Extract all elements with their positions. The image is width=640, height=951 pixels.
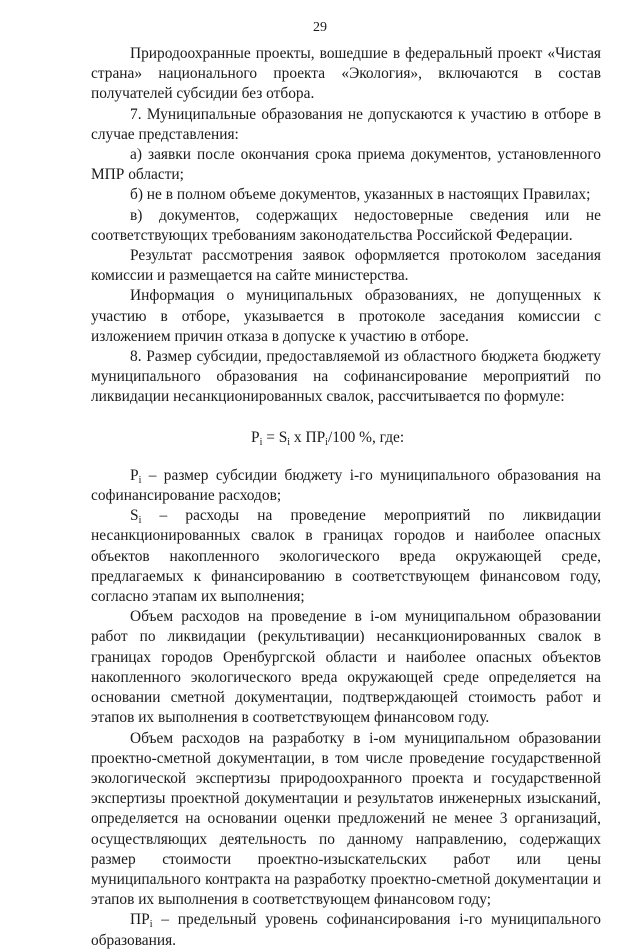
- definition-s: $S_i$ – расходы на проведение мероприятий по ликвидации несанкционированных свалок в границах городов и наиболее опасных объектов накопленного экологического вреда окружающей среде, предлагаемых к финансированию в соответствующем финансовом году, согласно этапам их выполнения;: [91, 507, 601, 606]
- paragraph-rejection-info: Информация о муниципальных образованиях, не допущенных к участию в отборе, указывается в протоколе заседания комиссии с изложением причин отказа в допуске к участию в отборе.: [91, 287, 601, 345]
- paragraph-review-result: Результат рассмотрения заявок оформляется протоколом заседания комиссии и размещается на сайте министерства.: [91, 247, 601, 285]
- page-number: 29: [313, 20, 327, 35]
- document-body: [91, 44, 601, 951]
- paragraph-item-7a: а) заявки после окончания срока приема документов, установленного МПР области;: [91, 146, 601, 184]
- paragraph-item-8: 8. Размер субсидии, предоставляемой из областного бюджета бюджету муниципального образования на софинансирование мероприятий по ликвидации несанкционированных свалок, рассчитывается по формуле:: [91, 348, 601, 406]
- paragraph-volume-design: Объем расходов на разработку в i-ом муниципальном образовании проектно-сметной документации, в том числе проведение государственной экологической экспертизы природоохранного проекта и государственной экспертизы проектной документации и результатов инженерных изысканий, определяется на основании оценки предложений не менее 3 организаций, осуществляющих деятельность по данному направлению, содержащих размер стоимости проектно-изыскательских работ или цены муниципального контракта на разработку проектно-сметной документации и этапов их выполнения в соответствующем финансовом году;: [91, 729, 601, 909]
- paragraph-item-7b: б) не в полном объеме документов, указанных в настоящих Правилах;: [130, 186, 591, 204]
- paragraph-nature-projects: Природоохранные проекты, вошедшие в федеральный проект «Чистая страна» национального проекта «Экология», включаются в состав получателей субсидии без отбора.: [91, 45, 601, 103]
- paragraph-volume-liquidation: Объем расходов на проведение в i-ом муниципальном образовании работ по ликвидации (рекультивации) несанкционированных свалок в границах городов Оренбургской области и наиболее опасных объектов накопленного экологического вреда окружающей среде определяется на основании сметной документации, подтверждающей стоимость работ и этапов их выполнения в соответствующем финансовом году.: [91, 608, 601, 727]
- definition-pr: $ПР_i$ – предельный уровень софинансирования i-го муниципального образования.: [91, 911, 601, 949]
- definition-p: $P_i$ – размер субсидии бюджету i-го муниципального образования на софинансирование расходов;: [91, 466, 601, 505]
- paragraph-item-7c: в) документов, содержащих недостоверные сведения или не соответствующих требованиям законодательства Российской Федерации.: [91, 206, 601, 244]
- paragraph-item-7: 7. Муниципальные образования не допускаются к участию в отборе в случае представления:: [91, 105, 601, 143]
- subsidy-formula: $P_i = S_i$ x $ПР_i/100$ %, где:: [251, 428, 405, 448]
